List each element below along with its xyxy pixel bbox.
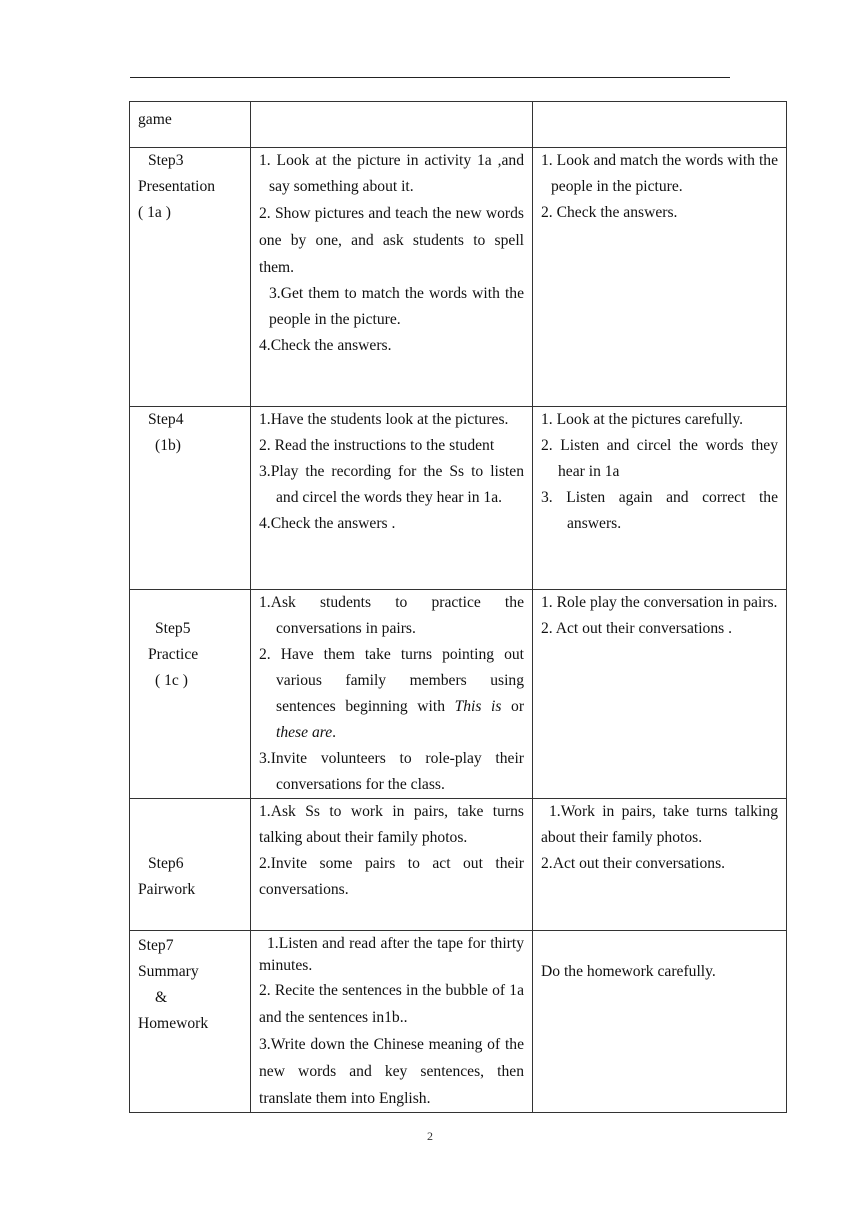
student-activity: 2. Listen and circel the words they hear in 1a [541, 437, 778, 480]
step-label: Step4 [148, 411, 184, 428]
teacher-activity: 1.Ask students to practice the conversations in pairs. [259, 594, 524, 637]
step-label: ( 1c ) [155, 672, 188, 689]
step-label: Summary [138, 963, 199, 980]
emphasis-text: these are [276, 724, 333, 741]
table-row [130, 799, 787, 931]
table-row [130, 590, 787, 799]
student-activity: 2. Act out their conversations . [541, 620, 732, 637]
teacher-activity: 1.Have the students look at the pictures. [259, 411, 509, 428]
step-label: & [155, 989, 168, 1006]
step-cell [130, 148, 251, 407]
student-activity: 1.Work in pairs, take turns talking about their family photos. [541, 803, 778, 846]
student-activity-cell [533, 799, 787, 931]
table-row [130, 931, 787, 1113]
teacher-activity: 3.Play the recording for the Ss to listen and circel the words they hear in 1a. [259, 463, 524, 506]
student-activity-cell [533, 407, 787, 590]
teacher-activity: 1.Ask Ss to work in pairs, take turns talking about their family photos. [259, 803, 524, 846]
lesson-plan-table [129, 101, 787, 1113]
table-row [130, 102, 787, 148]
table-row [130, 407, 787, 590]
teacher-activity-cell [251, 407, 533, 590]
teacher-activity: 4.Check the answers. [259, 337, 392, 354]
student-activity: 1. Look and match the words with the people in the picture. [541, 152, 778, 195]
student-activity: 2.Act out their conversations. [541, 855, 726, 872]
teacher-activity: 4.Check the answers . [259, 515, 396, 532]
teacher-activity-cell [251, 799, 533, 931]
step-label: Step7 [138, 937, 174, 954]
teacher-activity: 1.Listen and read after the tape for thirty minutes. [259, 935, 524, 974]
step-label: Presentation [138, 178, 216, 195]
student-activity-cell [533, 148, 787, 407]
student-activity: 1. Look at the pictures carefully. [541, 411, 744, 428]
teacher-activity: 3.Invite volunteers to role-play their conversations for the class. [259, 750, 524, 793]
teacher-activity: 2. Have them take turns pointing out various family members using sentences beginning with This is or these are. [259, 646, 525, 741]
header-rule [130, 77, 730, 78]
teacher-activity-cell [251, 931, 533, 1113]
step-label: Homework [138, 1015, 209, 1032]
step-label: Step6 [148, 855, 184, 872]
teacher-activity-cell [251, 590, 533, 799]
step-cell [130, 590, 251, 799]
step-label: Step3 [148, 152, 184, 169]
teacher-activity-cell [251, 102, 533, 148]
step-label: (1b) [155, 437, 181, 454]
step-cell [130, 799, 251, 931]
step-cell [130, 931, 251, 1113]
student-activity: 3. Listen again and correct the answers. [541, 489, 778, 532]
student-activity-cell [533, 931, 787, 1113]
teacher-activity: 3.Write down the Chinese meaning of the new words and key sentences, then translate them into English. [259, 1036, 524, 1107]
teacher-activity: 2. Show pictures and teach the new words one by one, and ask students to spell them. [259, 205, 524, 276]
student-activity: 1. Role play the conversation in pairs. [541, 594, 778, 611]
step-label: ( 1a ) [138, 204, 171, 221]
step-label: Pairwork [138, 881, 196, 898]
student-activity-cell [533, 102, 787, 148]
student-activity: Do the homework carefully. [541, 963, 716, 980]
teacher-activity: 2.Invite some pairs to act out their conversations. [259, 855, 524, 898]
table-row [130, 148, 787, 407]
student-activity: 2. Check the answers. [541, 204, 678, 221]
teacher-activity: 1. Look at the picture in activity 1a ,and say something about it. [259, 152, 524, 195]
emphasis-text: This is [454, 698, 502, 715]
teacher-activity-cell [251, 148, 533, 407]
student-activity-cell [533, 590, 787, 799]
teacher-activity: 3.Get them to match the words with the people in the picture. [269, 285, 524, 328]
step-label: Practice [148, 646, 199, 663]
step-cell [130, 102, 251, 148]
teacher-activity: 2. Read the instructions to the student [259, 437, 495, 454]
step-label: game [138, 111, 172, 128]
step-cell [130, 407, 251, 590]
step-label: Step5 [155, 620, 191, 637]
page-number: 2 [427, 1129, 433, 1143]
teacher-activity: 2. Recite the sentences in the bubble of 1a and the sentences in1b.. [259, 982, 524, 1026]
